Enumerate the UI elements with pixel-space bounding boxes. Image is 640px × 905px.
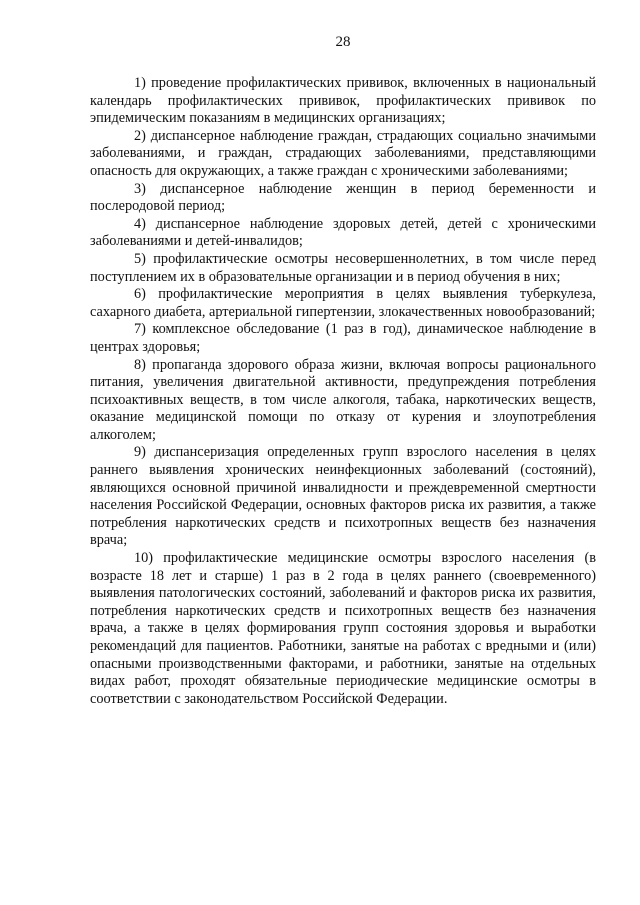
page-number: 28 [335, 34, 351, 50]
paragraph-5: 5) профилактические осмотры несовершеннолетних, в том числе перед поступлением их в образовательные организации и в период обучения в них; [90, 250, 596, 285]
paragraph-9: 9) диспансеризация определенных групп взрослого населения в целях раннего выявления хронических неинфекционных заболеваний (состояний), являющихся основной причиной инвалидности и преждевременной смертности населения Российской Федерации, основных факторов риска их развития, а также потребления наркотических средств и психотропных веществ без назначения врача; [90, 444, 596, 549]
paragraph-4: 4) диспансерное наблюдение здоровых детей, детей с хроническими заболеваниями и детей-инвалидов; [90, 215, 596, 250]
document-body [90, 75, 596, 708]
paragraph-6: 6) профилактические мероприятия в целях выявления туберкулеза, сахарного диабета, артериальной гипертензии, злокачественных новообразований; [90, 286, 596, 320]
paragraph-7: 7) комплексное обследование (1 раз в год), динамическое наблюдение в центрах здоровья; [90, 321, 596, 355]
paragraph-10: 10) профилактические медицинские осмотры взрослого населения (в возрасте 18 лет и старше) 1 раз в 2 года в целях раннего (своевременного) выявления патологических состояний, заболеваний и факторов риска их развития, потребления наркотических средств и психотропных веществ без назначения врача, а также в целях формирования групп состояния здоровья и выработки рекомендаций для пациентов. Работники, занятые на работах с вредными и (или) опасными производственными факторами, и работники, занятые на отдельных видах работ, проходят обязательные периодические медицинские осмотры в соответствии с законодательством Российской Федерации. [90, 550, 596, 707]
paragraph-1: 1) проведение профилактических прививок, включенных в национальный календарь профилактических прививок, профилактических прививок по эпидемическим показаниям в медицинских организациях; [90, 75, 596, 127]
paragraph-2: 2) диспансерное наблюдение граждан, страдающих социально значимыми заболеваниями, и граждан, страдающих заболеваниями, представляющими опасность для окружающих, а также граждан с хроническими заболеваниями; [90, 127, 596, 179]
paragraph-3: 3) диспансерное наблюдение женщин в период беременности и послеродовой период; [90, 180, 596, 215]
paragraph-8: 8) пропаганда здорового образа жизни, включая вопросы рационального питания, увеличения двигательной активности, предупреждения потребления психоактивных веществ, в том числе алкоголя, табака, наркотических веществ, оказание медицинской помощи по отказу от курения и злоупотребления алкоголем; [90, 356, 596, 443]
